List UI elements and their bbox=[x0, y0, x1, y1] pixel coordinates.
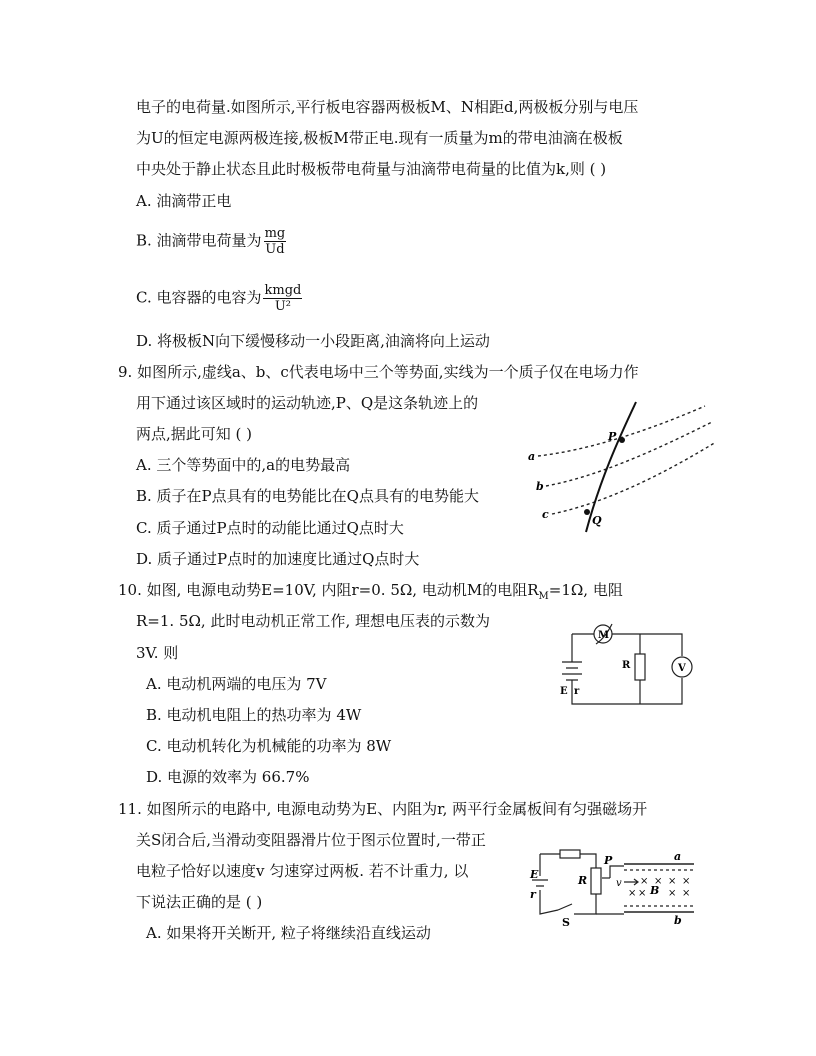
slider-label: P bbox=[604, 854, 613, 867]
q8-stem-line-3: 中央处于静止状态且此时极板带电荷量与油滴带电荷量的比值为k,则 ( ) bbox=[136, 160, 607, 178]
label-q: Q bbox=[592, 514, 602, 527]
fraction-numerator: mg bbox=[264, 226, 286, 241]
fraction-numerator: kmgd bbox=[264, 283, 302, 298]
q9-stem-line-3: 两点,据此可知 ( ) bbox=[136, 425, 253, 443]
switch-s bbox=[558, 904, 572, 910]
q8-option-b-fraction bbox=[264, 226, 287, 257]
emf-label: E bbox=[530, 868, 539, 881]
q10-option-a: A. 电动机两端的电压为 7V bbox=[146, 675, 327, 693]
q8-option-d: D. 将极板N向下缓慢移动一小段距离,油滴将向上运动 bbox=[136, 332, 490, 350]
q8-option-c bbox=[136, 283, 302, 314]
motor-label: M bbox=[598, 630, 610, 641]
q10-option-d: D. 电源的效率为 66.7% bbox=[146, 768, 310, 786]
q10-circuit-figure bbox=[552, 618, 692, 710]
label-c: c bbox=[542, 508, 549, 521]
q10-stem-line-1-post: =1Ω, 电阻 bbox=[548, 581, 623, 599]
field-cross: × bbox=[640, 876, 649, 887]
field-cross: × bbox=[682, 888, 691, 899]
velocity-arrow bbox=[624, 879, 638, 885]
magnetic-field-label: B bbox=[650, 884, 660, 897]
q10-option-c: C. 电动机转化为机械能的功率为 8W bbox=[146, 737, 392, 755]
fraction-denominator: Ud bbox=[265, 242, 285, 257]
q10-rm-subscript: M bbox=[538, 591, 549, 602]
battery-symbol bbox=[562, 662, 582, 680]
q8-option-b bbox=[136, 226, 286, 257]
q8-option-c-text: C. 电容器的电容为 bbox=[136, 288, 262, 307]
q8-stem-line-2: 为U的恒定电源两极连接,极板M带正电.现有一质量为m的带电油滴在极板 bbox=[136, 129, 623, 147]
field-cross: × bbox=[668, 888, 677, 899]
field-cross: × bbox=[668, 876, 677, 887]
label-b: b bbox=[536, 480, 544, 493]
q11-stem-line-3: 电粒子恰好以速度v 匀速穿过两板. 若不计重力, 以 bbox=[136, 862, 469, 880]
q11-option-a: A. 如果将开关断开, 粒子将继续沿直线运动 bbox=[146, 924, 431, 942]
q9-stem-line-1: 9. 如图所示,虚线a、b、c代表电场中三个等势面,实线为一个质子仅在电场力作 bbox=[118, 363, 639, 381]
point-q-dot bbox=[584, 509, 590, 515]
field-cross: × bbox=[682, 876, 691, 887]
fraction-denominator: U² bbox=[274, 299, 291, 314]
field-cross: × bbox=[628, 888, 637, 899]
q9-option-a: A. 三个等势面中的,a的电势最高 bbox=[136, 456, 351, 474]
q8-option-c-fraction bbox=[263, 283, 302, 314]
equipotential-line-a bbox=[538, 406, 705, 456]
q10-stem-line-2: R=1. 5Ω, 此时电动机正常工作, 理想电压表的示数为 bbox=[136, 612, 490, 630]
circuit-wire bbox=[540, 854, 596, 914]
q8-stem-line-1: 电子的电荷量.如图所示,平行板电容器两极板M、N相距d,两极板分别与电压 bbox=[136, 98, 639, 116]
slider-wire bbox=[596, 866, 624, 914]
velocity-label: v bbox=[616, 878, 622, 889]
point-p-dot bbox=[619, 437, 625, 443]
emf-label: E bbox=[560, 686, 568, 697]
q11-stem-line-4: 下说法正确的是 ( ) bbox=[136, 893, 263, 911]
q10-option-b: B. 电动机电阻上的热功率为 4W bbox=[146, 706, 362, 724]
q10-stem-line-1 bbox=[118, 580, 623, 607]
plate-a-label: a bbox=[674, 850, 682, 863]
field-cross: × bbox=[654, 876, 663, 887]
switch-label: S bbox=[562, 916, 570, 929]
q9-option-d: D. 质子通过P点时的加速度比通过Q点时大 bbox=[136, 550, 420, 568]
q11-stem-line-1: 11. 如图所示的电路中, 电源电动势为E、内阻为r, 两平行金属板间有匀强磁场开 bbox=[118, 800, 648, 818]
q9-equipotential-figure bbox=[520, 400, 720, 540]
plate-b-label: b bbox=[674, 914, 682, 927]
rheostat-r bbox=[591, 868, 601, 894]
q9-stem-line-2: 用下通过该区域时的运动轨迹,P、Q是这条轨迹上的 bbox=[136, 394, 479, 412]
q8-option-b-text: B. 油滴带电荷量为 bbox=[136, 231, 262, 250]
q11-circuit-figure bbox=[528, 846, 698, 928]
resistor-label: R bbox=[622, 660, 631, 671]
internal-resistance-label: r bbox=[574, 686, 580, 697]
q8-option-a: A. 油滴带正电 bbox=[136, 192, 232, 210]
fixed-resistor bbox=[560, 850, 580, 858]
voltmeter-label: V bbox=[678, 663, 686, 674]
resistor-r bbox=[635, 654, 645, 680]
q11-stem-line-2: 关S闭合后,当滑动变阻器滑片位于图示位置时,一带正 bbox=[136, 831, 486, 849]
field-cross: × bbox=[638, 888, 647, 899]
q9-option-c: C. 质子通过P点时的动能比通过Q点时大 bbox=[136, 519, 404, 537]
q10-stem-line-3: 3V. 则 bbox=[136, 644, 179, 662]
label-a: a bbox=[528, 450, 536, 463]
label-p: P bbox=[608, 430, 617, 443]
q9-option-b: B. 质子在P点具有的电势能比在Q点具有的电势能大 bbox=[136, 487, 479, 505]
internal-resistance-label: r bbox=[530, 888, 536, 901]
rheostat-label: R bbox=[578, 874, 588, 887]
equipotential-line-b bbox=[546, 422, 712, 486]
q10-stem-line-1-pre: 10. 如图, 电源电动势E=10V, 内阻r=0. 5Ω, 电动机M的电阻R bbox=[118, 581, 539, 599]
